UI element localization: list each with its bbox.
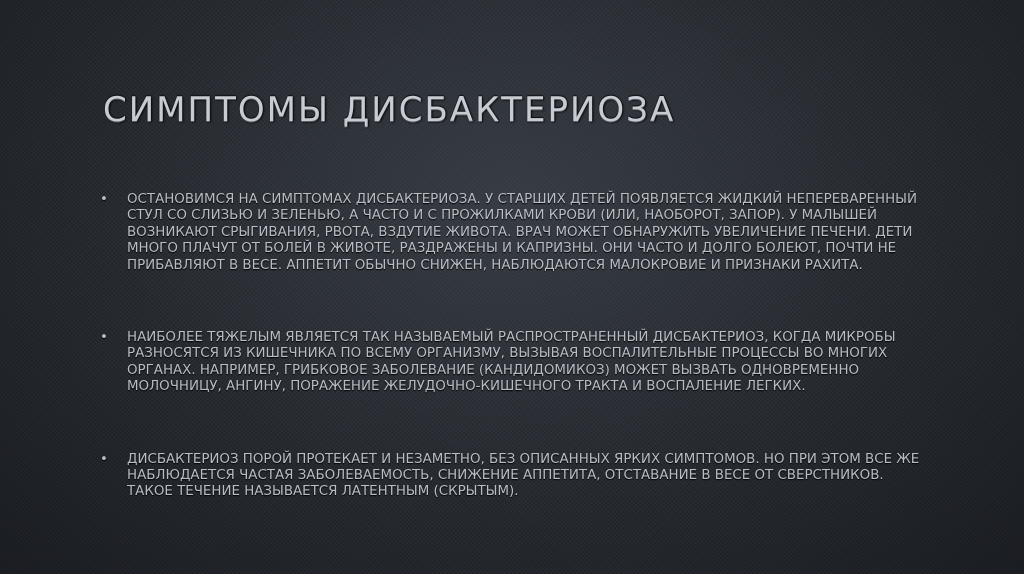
bullet-dot-icon: • [100,330,108,346]
slide-title: СИМПТОМЫ ДИСБАКТЕРИОЗА [103,90,676,130]
bullet-item [100,192,920,274]
bullet-item [100,452,920,501]
bullet-text: НАИБОЛЕЕ ТЯЖЕЛЫМ ЯВЛЯЕТСЯ ТАК НАЗЫВАЕМЫЙ РАСПРОСТРАНЕННЫЙ ДИСБАКТЕРИОЗ, КОГДА МИКРОБЫ РАЗНОСЯТСЯ ИЗ КИШЕЧНИКА ПО ВСЕМУ ОРГАНИЗМУ, ВЫЗЫВАЯ ВОСПАЛИТЕЛЬНЫЕ ПРОЦЕССЫ ВО МНОГИХ ОРГАНАХ. НАПРИМЕР, ГРИБКОВОЕ ЗАБОЛЕВАНИЕ (КАНДИДОМИКОЗ) МОЖЕТ ВЫЗВАТЬ ОДНОВРЕМЕННО МОЛОЧНИЦУ, АНГИНУ, ПОРАЖЕНИЕ ЖЕЛУДОЧНО-КИШЕЧНОГО ТРАКТА И ВОСПАЛЕНИЕ ЛЕГКИХ. [127,330,896,395]
bullet-text: ОСТАНОВИМСЯ НА СИМПТОМАХ ДИСБАКТЕРИОЗА. У СТАРШИХ ДЕТЕЙ ПОЯВЛЯЕТСЯ ЖИДКИЙ НЕПЕРЕВАРЕННЫЙ СТУЛ СО СЛИЗЬЮ И ЗЕЛЕНЬЮ, А ЧАСТО И С ПРОЖИЛКАМИ КРОВИ (ИЛИ, НАОБОРОТ, ЗАПОР). У МАЛЫШЕЙ ВОЗНИКАЮТ СРЫГИВАНИЯ, РВОТА, ВЗДУТИЕ ЖИВОТА. ВРАЧ МОЖЕТ ОБНАРУЖИТЬ УВЕЛИЧЕНИЕ ПЕЧЕНИ. ДЕТИ МНОГО ПЛАЧУТ ОТ БОЛЕЙ В ЖИВОТЕ, РАЗДРАЖЕНЫ И КАПРИЗНЫ. ОНИ ЧАСТО И ДОЛГО БОЛЕЮТ, ПОЧТИ НЕ ПРИБАВЛЯЮТ В ВЕСЕ. АППЕТИТ ОБЫЧНО СНИЖЕН, НАБЛЮДАЮТСЯ МАЛОКРОВИЕ И ПРИЗНАКИ РАХИТА. [127,192,918,273]
bullet-list [100,192,920,501]
bullet-text: ДИСБАКТЕРИОЗ ПОРОЙ ПРОТЕКАЕТ И НЕЗАМЕТНО, БЕЗ ОПИСАННЫХ ЯРКИХ СИМПТОМОВ. НО ПРИ ЭТОМ ВСЕ ЖЕ НАБЛЮДАЕТСЯ ЧАСТАЯ ЗАБОЛЕВАЕМОСТЬ, СНИЖЕНИЕ АППЕТИТА, ОТСТАВАНИЕ В ВЕСЕ ОТ СВЕРСТНИКОВ. ТАКОЕ ТЕЧЕНИЕ НАЗЫВАЕТСЯ ЛАТЕНТНЫМ (СКРЫТЫМ). [127,451,920,500]
bullet-dot-icon: • [100,451,108,467]
bullet-item [100,330,920,396]
bullet-dot-icon: • [100,192,108,207]
